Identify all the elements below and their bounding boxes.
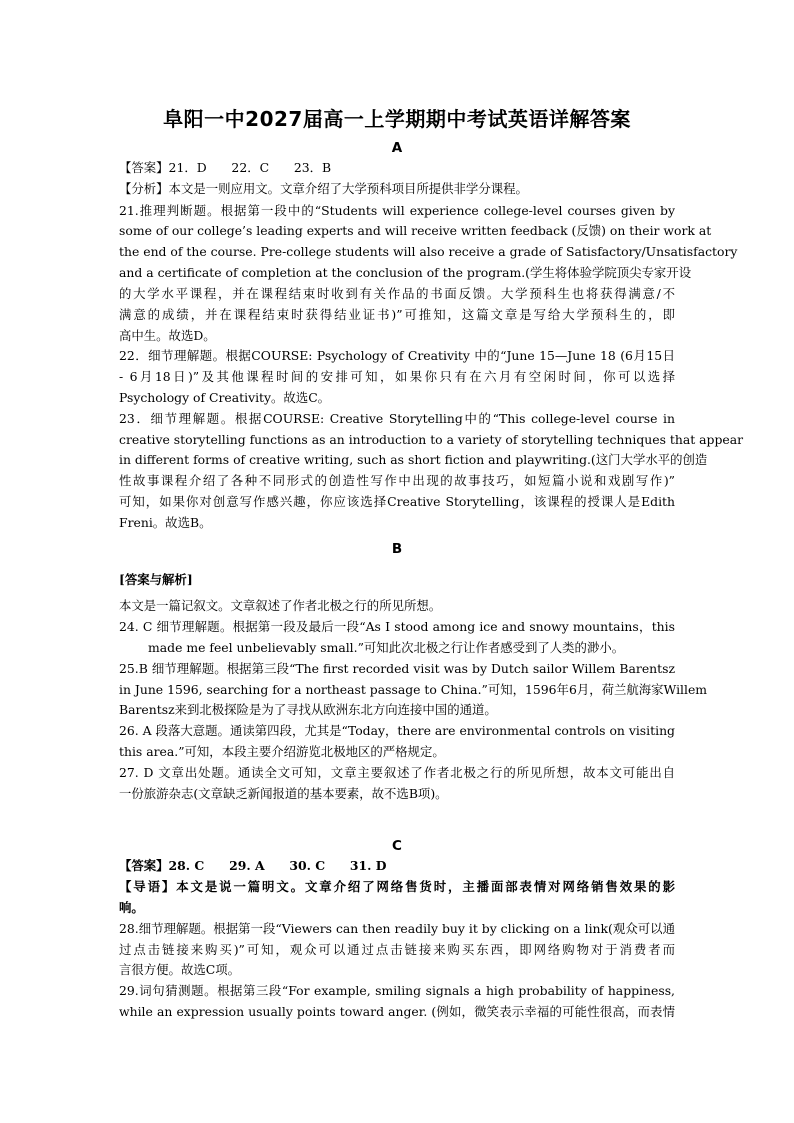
section-c-guide: 【导语】本文是说一篇明文。文章介绍了网络售货时，主播面部表情对网络销售效果的影	[119, 879, 675, 894]
q25-line: Barentsz来到北极探险是为了寻找从欧洲东北方向连接中国的通道。	[119, 702, 497, 717]
q28-line: 过点击链接来购买)”可知，观众可以通过点击链接来购买东西，即网络购物对于消费者而	[119, 942, 675, 957]
q22-line: Psychology of Creativity。故选C。	[119, 390, 331, 405]
q26-line: this area.”可知，本段主要介绍游览北极地区的严格规定。	[119, 744, 445, 759]
q23-line: 性故事课程介绍了各种不同形式的创造性写作中出现的故事技巧，如短篇小说和戏剧写作)”	[119, 473, 675, 488]
q25-line: in June 1596, searching for a northeast passage to China.”可知，1596年6月，荷兰航海家Willem	[119, 682, 708, 697]
q25-line: 25.B 细节理解题。根据第三段“The first recorded visit was by Dutch sailor Willem Barentsz	[119, 661, 675, 676]
section-b-heading: B	[391, 541, 403, 557]
q23-line: creative storytelling functions as an introduction to a variety of storytelling techniques that appear	[119, 432, 744, 447]
q23-line: 可知，如果你对创意写作感兴趣，你应该选择Creative Storytelling，该课程的授课人是Edith	[119, 494, 675, 509]
section-a-answers: 【答案】21．D 22．C 23．B	[119, 160, 332, 175]
q28-line: 言很方便。故选C项。	[119, 962, 240, 977]
q21-line: and a certificate of completion at the conclusion of the program.(学生将体验学院顶尖专家开设	[119, 265, 692, 280]
section-c-answers: 【答案】28. C 29. A 30. C 31. D	[119, 858, 387, 873]
q28-line: 28.细节理解题。根据第一段“Viewers can then readily buy it by clicking on a link(观众可以通	[119, 921, 675, 936]
section-c-heading: C	[392, 838, 402, 854]
q21-line: 满意的成绩，并在课程结束时获得结业证书)”可推知，这篇文章是写给大学预科生的，即	[119, 307, 675, 322]
section-a-analysis: 【分析】本文是一则应用文。文章介绍了大学预科项目所提供非学分课程。	[119, 181, 528, 196]
q21-line: 的大学水平课程，并在课程结束时收到有关作品的书面反馈。大学预科生也将获得满意/不	[119, 286, 675, 301]
q21-line: some of our college’s leading experts and will receive written feedback (反馈) on their work at	[119, 223, 712, 238]
q27-line: 27. D 文章出处题。通读全文可知，文章主要叙述了作者北极之行的所见所想，故本文可能出自	[119, 765, 675, 780]
section-b-intro: 本文是一篇记叙文。文章叙述了作者北极之行的所见所想。	[119, 598, 442, 613]
q24-line: made me feel unbelievably small.”可知此次北极之行让作者感受到了人类的渺小。	[148, 640, 625, 655]
q23-line: Freni。故选B。	[119, 515, 212, 530]
page-title: 阜阳一中2027届高一上学期期中考试英语详解答案	[163, 107, 631, 131]
q29-line: while an expression usually points toward anger. (例如，微笑表示幸福的可能性很高，而表情	[119, 1004, 675, 1019]
section-c-guide: 响。	[119, 900, 144, 915]
q21-line: 高中生。故选D。	[119, 328, 216, 343]
q23-line: 23．细节理解题。根据COURSE: Creative Storytelling中的“This college-level course in	[119, 411, 675, 426]
q21-line: the end of the course. Pre-college students will also receive a grade of Satisfactory/Unsatisfactory	[119, 244, 738, 259]
q21-line: 21.推理判断题。根据第一段中的“Students will experience college-level courses given by	[119, 203, 675, 218]
section-b-subheading: [答案与解析]	[119, 572, 193, 587]
q22-line: 22．细节理解题。根据COURSE: Psychology of Creativity 中的“June 15—June 18 (6月15日	[119, 348, 675, 363]
q27-line: 一份旅游杂志(文章缺乏新闻报道的基本要素，故不选B项)。	[119, 786, 448, 801]
q24-line: 24. C 细节理解题。根据第一段及最后一段“As I stood among ice and snowy mountains，this	[119, 619, 675, 634]
q22-line: - 6月18日)”及其他课程时间的安排可知，如果你只有在六月有空闲时间，你可以选择	[119, 369, 675, 384]
q26-line: 26. A 段落大意题。通读第四段，尤其是“Today，there are environmental controls on visiting	[119, 723, 675, 738]
q29-line: 29.词句猜测题。根据第三段“For example, smiling signals a high probability of happiness,	[119, 983, 675, 998]
q23-line: in different forms of creative writing, such as short fiction and playwriting.(这门大学水平的创造	[119, 452, 708, 467]
section-a-heading: A	[391, 140, 403, 156]
